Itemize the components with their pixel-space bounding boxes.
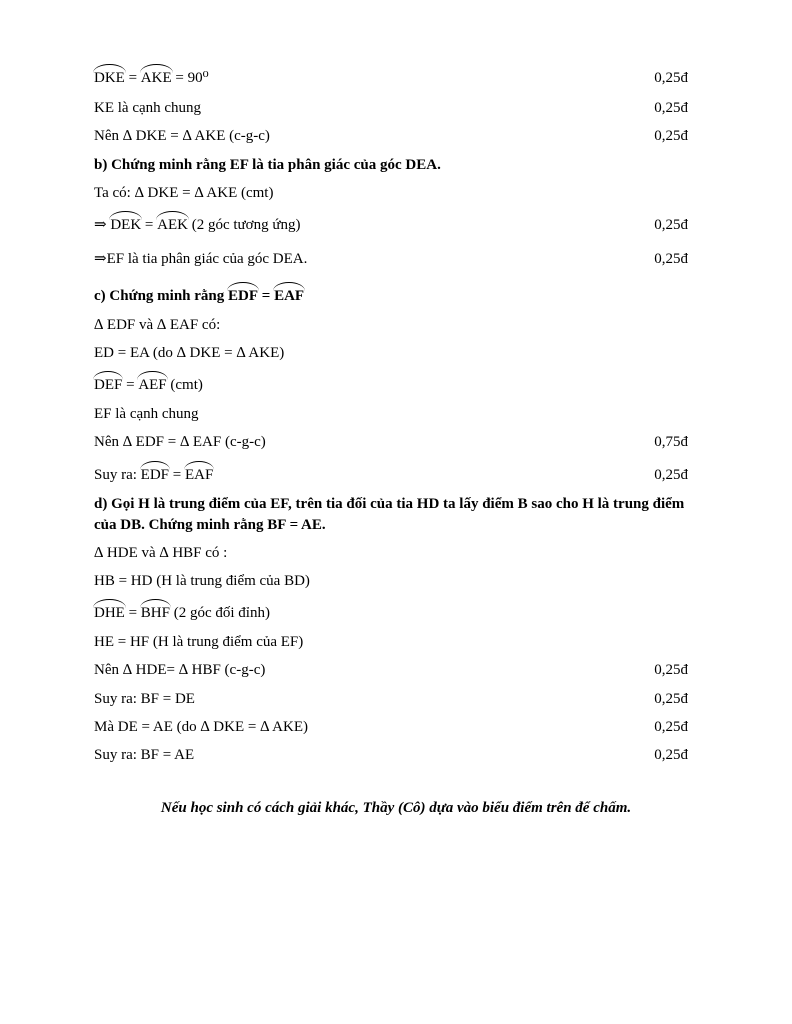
- points: 0,25đ: [654, 128, 688, 144]
- angle-dhe: DHE: [94, 601, 125, 622]
- points: 0,25đ: [654, 100, 688, 116]
- angle-ake: AKE: [141, 66, 172, 87]
- line-angle-dke-ake: DKE = AKE = 90⁰ 0,25đ: [94, 66, 688, 90]
- heading-part-d: d) Gọi H là trung điểm của EF, trên tia đối của tia HD ta lấy điểm B sao cho H là trung điểm của DB. Chứng minh rằng BF = AE.: [94, 496, 685, 533]
- points: 0,25đ: [654, 691, 688, 707]
- line-hb-hd: HB = HD (H là trung điểm của BD): [94, 573, 310, 589]
- points: 0,25đ: [654, 662, 688, 678]
- heading-part-b: b) Chứng minh rằng EF là tia phân giác của góc DEA.: [94, 157, 441, 173]
- angle-aek: AEK: [157, 213, 188, 234]
- line-angle-def-aef: DEF = AEF (cmt): [94, 373, 688, 397]
- line-edf-congruent: Nên ∆ EDF = ∆ EAF (c-g-c) 0,75đ: [94, 430, 688, 454]
- line-ta-co: Ta có: ∆ DKE = ∆ AKE (cmt): [94, 185, 274, 201]
- line-hde-congruent: Nên ∆ HDE= ∆ HBF (c-g-c) 0,25đ: [94, 658, 688, 682]
- line-bf-de: Suy ra: BF = DE 0,25đ: [94, 687, 688, 711]
- points: 0,75đ: [654, 434, 688, 450]
- line-de-ae: Mà DE = AE (do ∆ DKE = ∆ AKE) 0,25đ: [94, 715, 688, 739]
- points: 0,25đ: [654, 70, 688, 86]
- points: 0,25đ: [654, 467, 688, 483]
- angle-eaf: EAF: [274, 284, 304, 305]
- line-hde-hbf-have: ∆ HDE và ∆ HBF có :: [94, 545, 228, 561]
- angle-def: DEF: [94, 373, 122, 394]
- points: 0,25đ: [654, 747, 688, 763]
- line-angle-dhe-bhf: DHE = BHF (2 góc đối đỉnh): [94, 601, 688, 625]
- line-dke-congruent: Nên ∆ DKE = ∆ AKE (c-g-c) 0,25đ: [94, 124, 688, 148]
- line-angle-dek-aek: ⇒ DEK = AEK (2 góc tương ứng) 0,25đ: [94, 213, 688, 237]
- angle-eaf: EAF: [185, 463, 213, 484]
- points: 0,25đ: [654, 719, 688, 735]
- line-ed-ea: ED = EA (do ∆ DKE = ∆ AKE): [94, 345, 285, 361]
- angle-aef: AEF: [138, 373, 166, 394]
- line-bf-ae: Suy ra: BF = AE 0,25đ: [94, 743, 688, 767]
- angle-edf: EDF: [228, 284, 258, 305]
- footnote: Nếu học sinh có cách giải khác, Thầy (Cô) dựa vào biểu điểm trên để chấm.: [160, 800, 632, 816]
- angle-dek: DEK: [110, 213, 141, 234]
- points: 0,25đ: [654, 217, 688, 233]
- angle-edf: EDF: [141, 463, 169, 484]
- line-he-hf: HE = HF (H là trung điểm của EF): [94, 634, 304, 650]
- line-ke-common: KE là cạnh chung 0,25đ: [94, 96, 688, 120]
- heading-part-c: c) Chứng minh rằng EDF = EAF: [94, 284, 688, 308]
- points: 0,25đ: [654, 251, 688, 267]
- line-angle-edf-eaf: Suy ra: EDF = EAF 0,25đ: [94, 463, 688, 487]
- line-edf-eaf-have: ∆ EDF và ∆ EAF có:: [94, 317, 221, 333]
- angle-bhf: BHF: [141, 601, 170, 622]
- line-ef-common: EF là cạnh chung: [94, 406, 199, 422]
- angle-dke: DKE: [94, 66, 125, 87]
- line-ef-bisector: ⇒EF là tia phân giác của góc DEA. 0,25đ: [94, 247, 688, 271]
